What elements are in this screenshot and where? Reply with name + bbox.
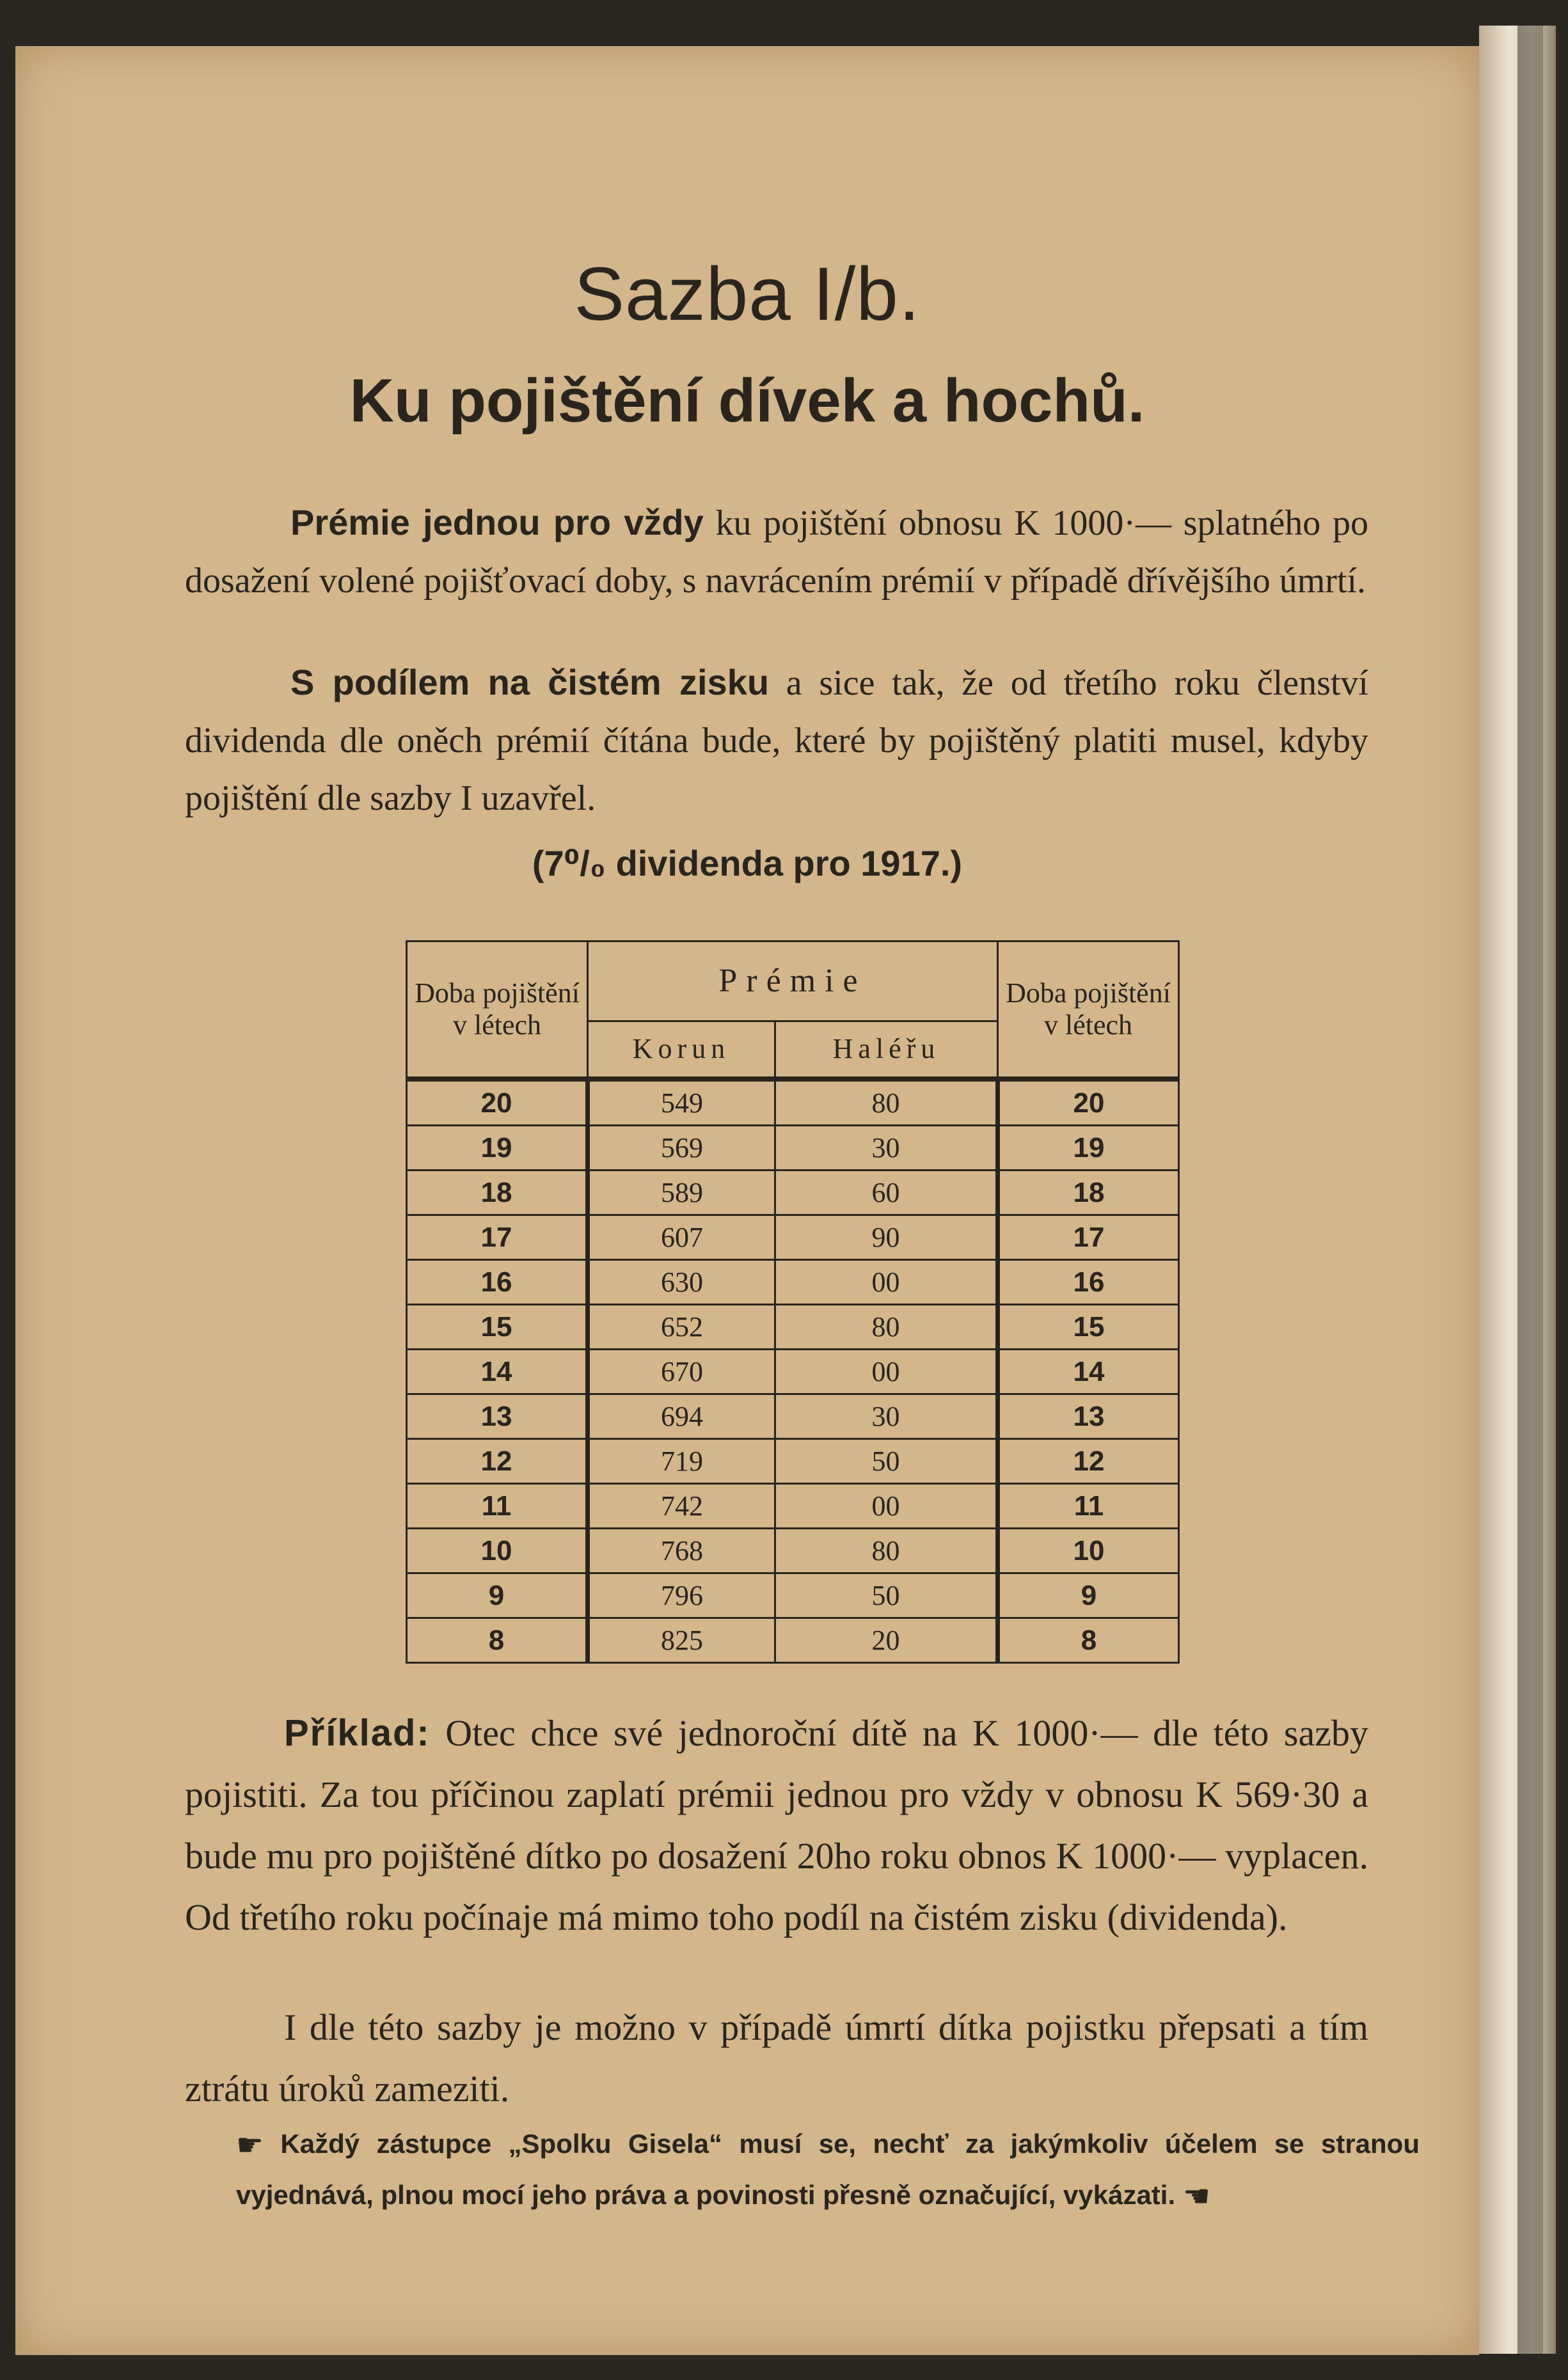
cell-korun: 652: [588, 1305, 775, 1350]
table-row: [407, 1170, 1179, 1215]
cell-years-left: 15: [407, 1305, 588, 1350]
page-title: Sazba I/b.: [574, 252, 921, 336]
cell-haleru: 90: [775, 1215, 998, 1260]
table-row: [407, 1350, 1179, 1394]
table-row: [407, 1260, 1179, 1305]
pointing-hand-right-icon: ☛: [236, 2128, 264, 2163]
cell-years-left: 9: [407, 1573, 588, 1618]
agent-notice-text: Každý zástupce „Spolku Gisela“ musí se, nechť za jakýmkoliv účelem se stranou vyjednává, plnou mocí jeho práva a povinosti přesně označující, vykázati.: [236, 2129, 1420, 2210]
cell-korun: 589: [588, 1170, 775, 1215]
paragraph-example: [185, 1703, 1368, 1948]
cell-years-left: 13: [407, 1394, 588, 1439]
agent-notice: [236, 2118, 1420, 2221]
cell-years-right: 16: [998, 1260, 1179, 1305]
cell-haleru: 80: [775, 1305, 998, 1350]
cell-years-left: 17: [407, 1215, 588, 1260]
cell-haleru: 30: [775, 1126, 998, 1170]
cell-years-right: 19: [998, 1126, 1179, 1170]
cell-korun: 719: [588, 1439, 775, 1484]
paragraph-premium: [185, 494, 1368, 610]
cell-years-right: 17: [998, 1215, 1179, 1260]
cell-haleru: 00: [775, 1350, 998, 1394]
cell-years-right: 20: [998, 1079, 1179, 1126]
cell-korun: 630: [588, 1260, 775, 1305]
cell-korun: 825: [588, 1618, 775, 1663]
cell-haleru: 00: [775, 1484, 998, 1529]
table-row: [407, 1394, 1179, 1439]
paragraph-profit-share-text: a sice tak, že od třetího roku členství dividenda dle oněch prémií čítána bude, které by pojištěný platiti musel, kdyby pojištění dle sazby I uzavřel.: [185, 663, 1368, 818]
dividend-note: (7⁰/₀ dividenda pro 1917.): [532, 843, 963, 883]
cell-years-left: 12: [407, 1439, 588, 1484]
cell-haleru: 50: [775, 1573, 998, 1618]
paragraph-example-bold: Příklad:: [284, 1712, 431, 1754]
paragraph-profit-share-bold: S podílem na čistém zisku: [290, 662, 770, 702]
cell-years-right: 9: [998, 1573, 1179, 1618]
cell-years-left: 14: [407, 1350, 588, 1394]
cell-korun: 742: [588, 1484, 775, 1529]
cell-years-right: 8: [998, 1618, 1179, 1663]
cell-years-left: 20: [407, 1079, 588, 1126]
cell-years-right: 10: [998, 1529, 1179, 1573]
cell-years-left: 10: [407, 1529, 588, 1573]
header-premie: Prémie: [588, 942, 998, 1021]
cell-haleru: 50: [775, 1439, 998, 1484]
table-body: [407, 1079, 1179, 1663]
cell-haleru: 80: [775, 1079, 998, 1126]
cell-korun: 607: [588, 1215, 775, 1260]
cell-korun: 768: [588, 1529, 775, 1573]
table-row: [407, 1529, 1179, 1573]
paragraph-transfer: I dle této sazby je možno v případě úmrtí dítka pojistku přepsati a tím ztrátu úroků zameziti.: [185, 2006, 1368, 2109]
cell-years-right: 13: [998, 1394, 1179, 1439]
cell-years-right: 18: [998, 1170, 1179, 1215]
paragraph-premium-bold: Prémie jednou pro vždy: [290, 502, 704, 542]
header-haleru: Haléřu: [775, 1021, 998, 1079]
header-doba-right: Doba pojištění v létech: [998, 942, 1179, 1080]
pointing-hand-left-icon: ☚: [1182, 2179, 1210, 2214]
cell-years-left: 8: [407, 1618, 588, 1663]
book-spine-shadow: [1517, 26, 1543, 2354]
cell-years-right: 14: [998, 1350, 1179, 1394]
table-row: [407, 1484, 1179, 1529]
header-korun: Korun: [588, 1021, 775, 1079]
page-subtitle: Ku pojištění dívek a hochů.: [349, 366, 1145, 435]
paragraph-profit-share: [185, 654, 1368, 827]
paragraph-example-text: Otec chce své jednoroční dítě na K 1000·— dle této sazby pojistiti. Za tou příčinou zaplatí prémii jednou pro vždy v obnosu K 569·30 a bude mu pro pojištěné dítko po dosažení 20ho roku obnos K 1000·— vyplacen. Od třetího roku počínaje má mimo toho podíl na čistém zisku (dividenda).: [185, 1712, 1368, 1938]
cell-korun: 549: [588, 1079, 775, 1126]
table-row: [407, 1126, 1179, 1170]
table-row: [407, 1573, 1179, 1618]
header-doba-left: Doba pojištění v létech: [407, 942, 588, 1080]
cell-years-left: 18: [407, 1170, 588, 1215]
cell-korun: 796: [588, 1573, 775, 1618]
cell-years-left: 19: [407, 1126, 588, 1170]
table-row: [407, 1439, 1179, 1484]
cell-haleru: 60: [775, 1170, 998, 1215]
cell-years-left: 11: [407, 1484, 588, 1529]
cell-years-right: 15: [998, 1305, 1179, 1350]
cell-korun: 569: [588, 1126, 775, 1170]
table-row: [407, 1305, 1179, 1350]
table-row: [407, 1215, 1179, 1260]
cell-years-right: 11: [998, 1484, 1179, 1529]
cell-haleru: 80: [775, 1529, 998, 1573]
paragraph-premium-text: ku pojištění obnosu K 1000·— splatného po dosažení volené pojišťovací doby, s navrácením prémií v případě dřívějšího úmrtí.: [185, 503, 1369, 601]
cell-years-right: 12: [998, 1439, 1179, 1484]
table-row: [407, 1618, 1179, 1663]
table-row: [407, 1079, 1179, 1126]
cell-korun: 694: [588, 1394, 775, 1439]
premium-table: [406, 940, 1180, 1664]
cell-haleru: 30: [775, 1394, 998, 1439]
cell-haleru: 00: [775, 1260, 998, 1305]
cell-korun: 670: [588, 1350, 775, 1394]
cell-years-left: 16: [407, 1260, 588, 1305]
document-page: [15, 46, 1479, 2355]
cell-haleru: 20: [775, 1618, 998, 1663]
